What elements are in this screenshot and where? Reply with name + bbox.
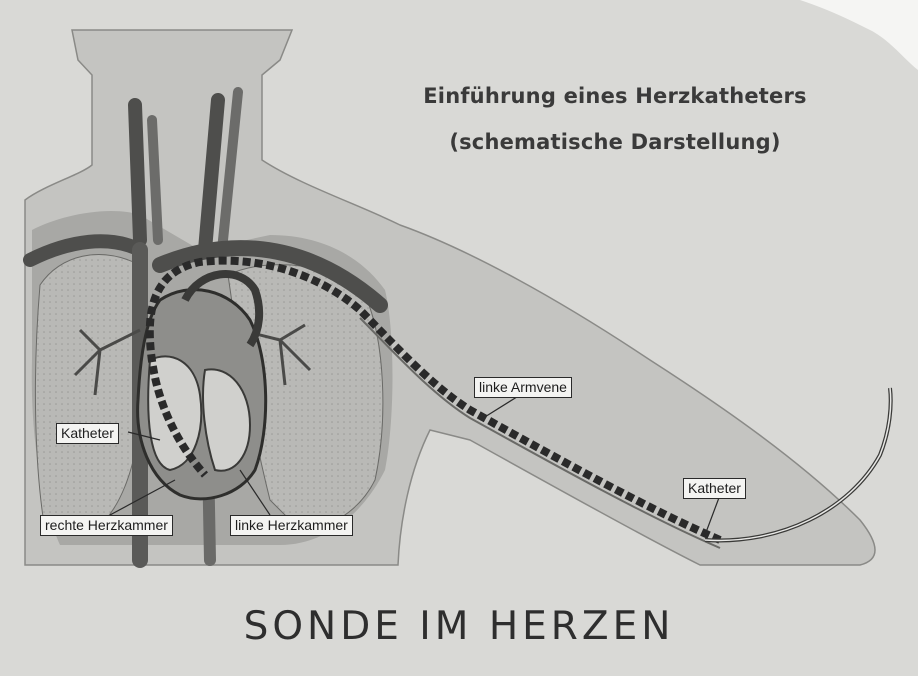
label-catheter-left: Katheter xyxy=(56,423,119,444)
label-right-ventricle: rechte Herzkammer xyxy=(40,515,173,536)
torn-paper-corner xyxy=(800,0,918,70)
label-left-arm-vein: linke Armvene xyxy=(474,377,572,398)
label-left-ventricle: linke Herzkammer xyxy=(230,515,353,536)
label-catheter-arm: Katheter xyxy=(683,478,746,499)
diagram-title: Einführung eines Herzkatheters xyxy=(423,84,807,108)
headline: SONDE IM HERZEN xyxy=(243,604,675,649)
diagram-subtitle: (schematische Darstellung) xyxy=(449,130,781,154)
